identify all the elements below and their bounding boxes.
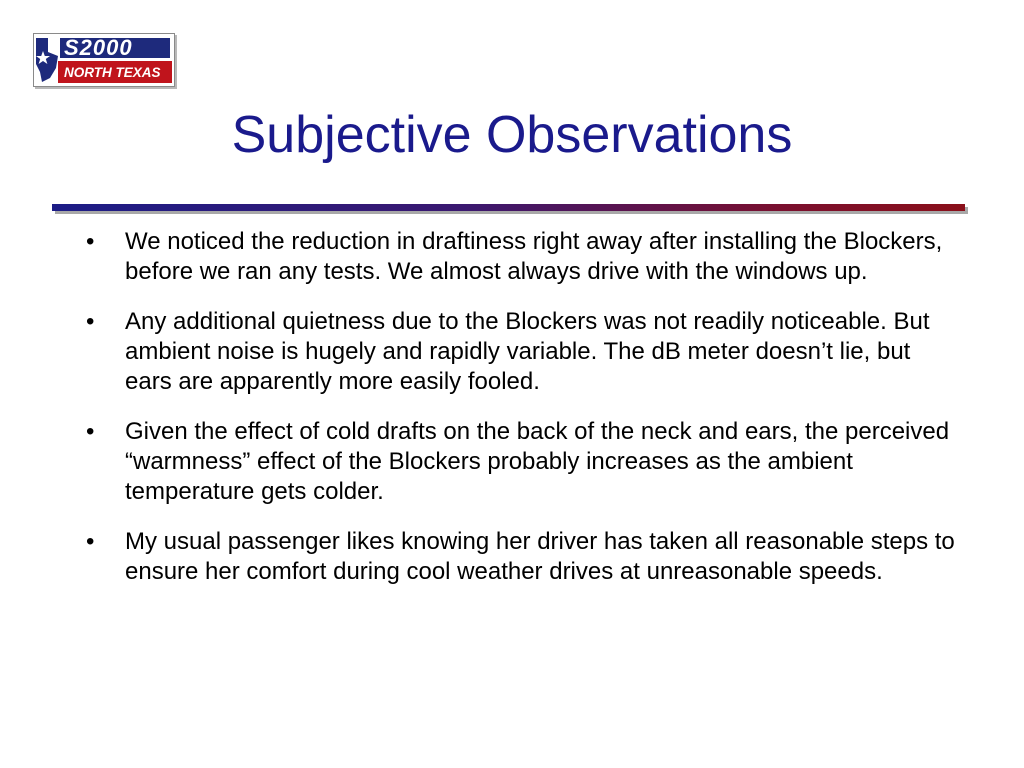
bullet-icon: •	[86, 418, 95, 445]
bullet-item	[86, 417, 956, 507]
bullet-icon: •	[86, 308, 95, 335]
bullet-item	[86, 527, 956, 587]
logo-bottom-text: NORTH TEXAS	[64, 65, 161, 80]
slide-title: Subjective Observations	[231, 106, 793, 164]
bullet-text: My usual passenger likes knowing her driver has taken all reasonable steps to ensure her comfort during cool weather drives at unreasonable speeds.	[125, 528, 955, 585]
bullet-list	[86, 227, 956, 607]
logo-top-text: S2000	[64, 35, 133, 60]
bullet-icon: •	[86, 228, 95, 255]
bullet-text: Any additional quietness due to the Blockers was not readily noticeable. But ambient noise is hugely and rapidly variable. The dB meter doesn’t lie, but ears are apparently more easily fooled.	[125, 308, 930, 395]
bullet-icon: •	[86, 528, 95, 555]
s2000-north-texas-logo	[33, 33, 175, 87]
bullet-text: Given the effect of cold drafts on the back of the neck and ears, the perceived “warmness” effect of the Blockers probably increases as the ambient temperature gets colder.	[125, 418, 950, 505]
bullet-text: We noticed the reduction in draftiness right away after installing the Blockers, before we ran any tests. We almost always drive with the windows up.	[125, 228, 943, 285]
bullet-item	[86, 307, 956, 397]
title-divider	[52, 204, 965, 211]
bullet-item	[86, 227, 956, 287]
